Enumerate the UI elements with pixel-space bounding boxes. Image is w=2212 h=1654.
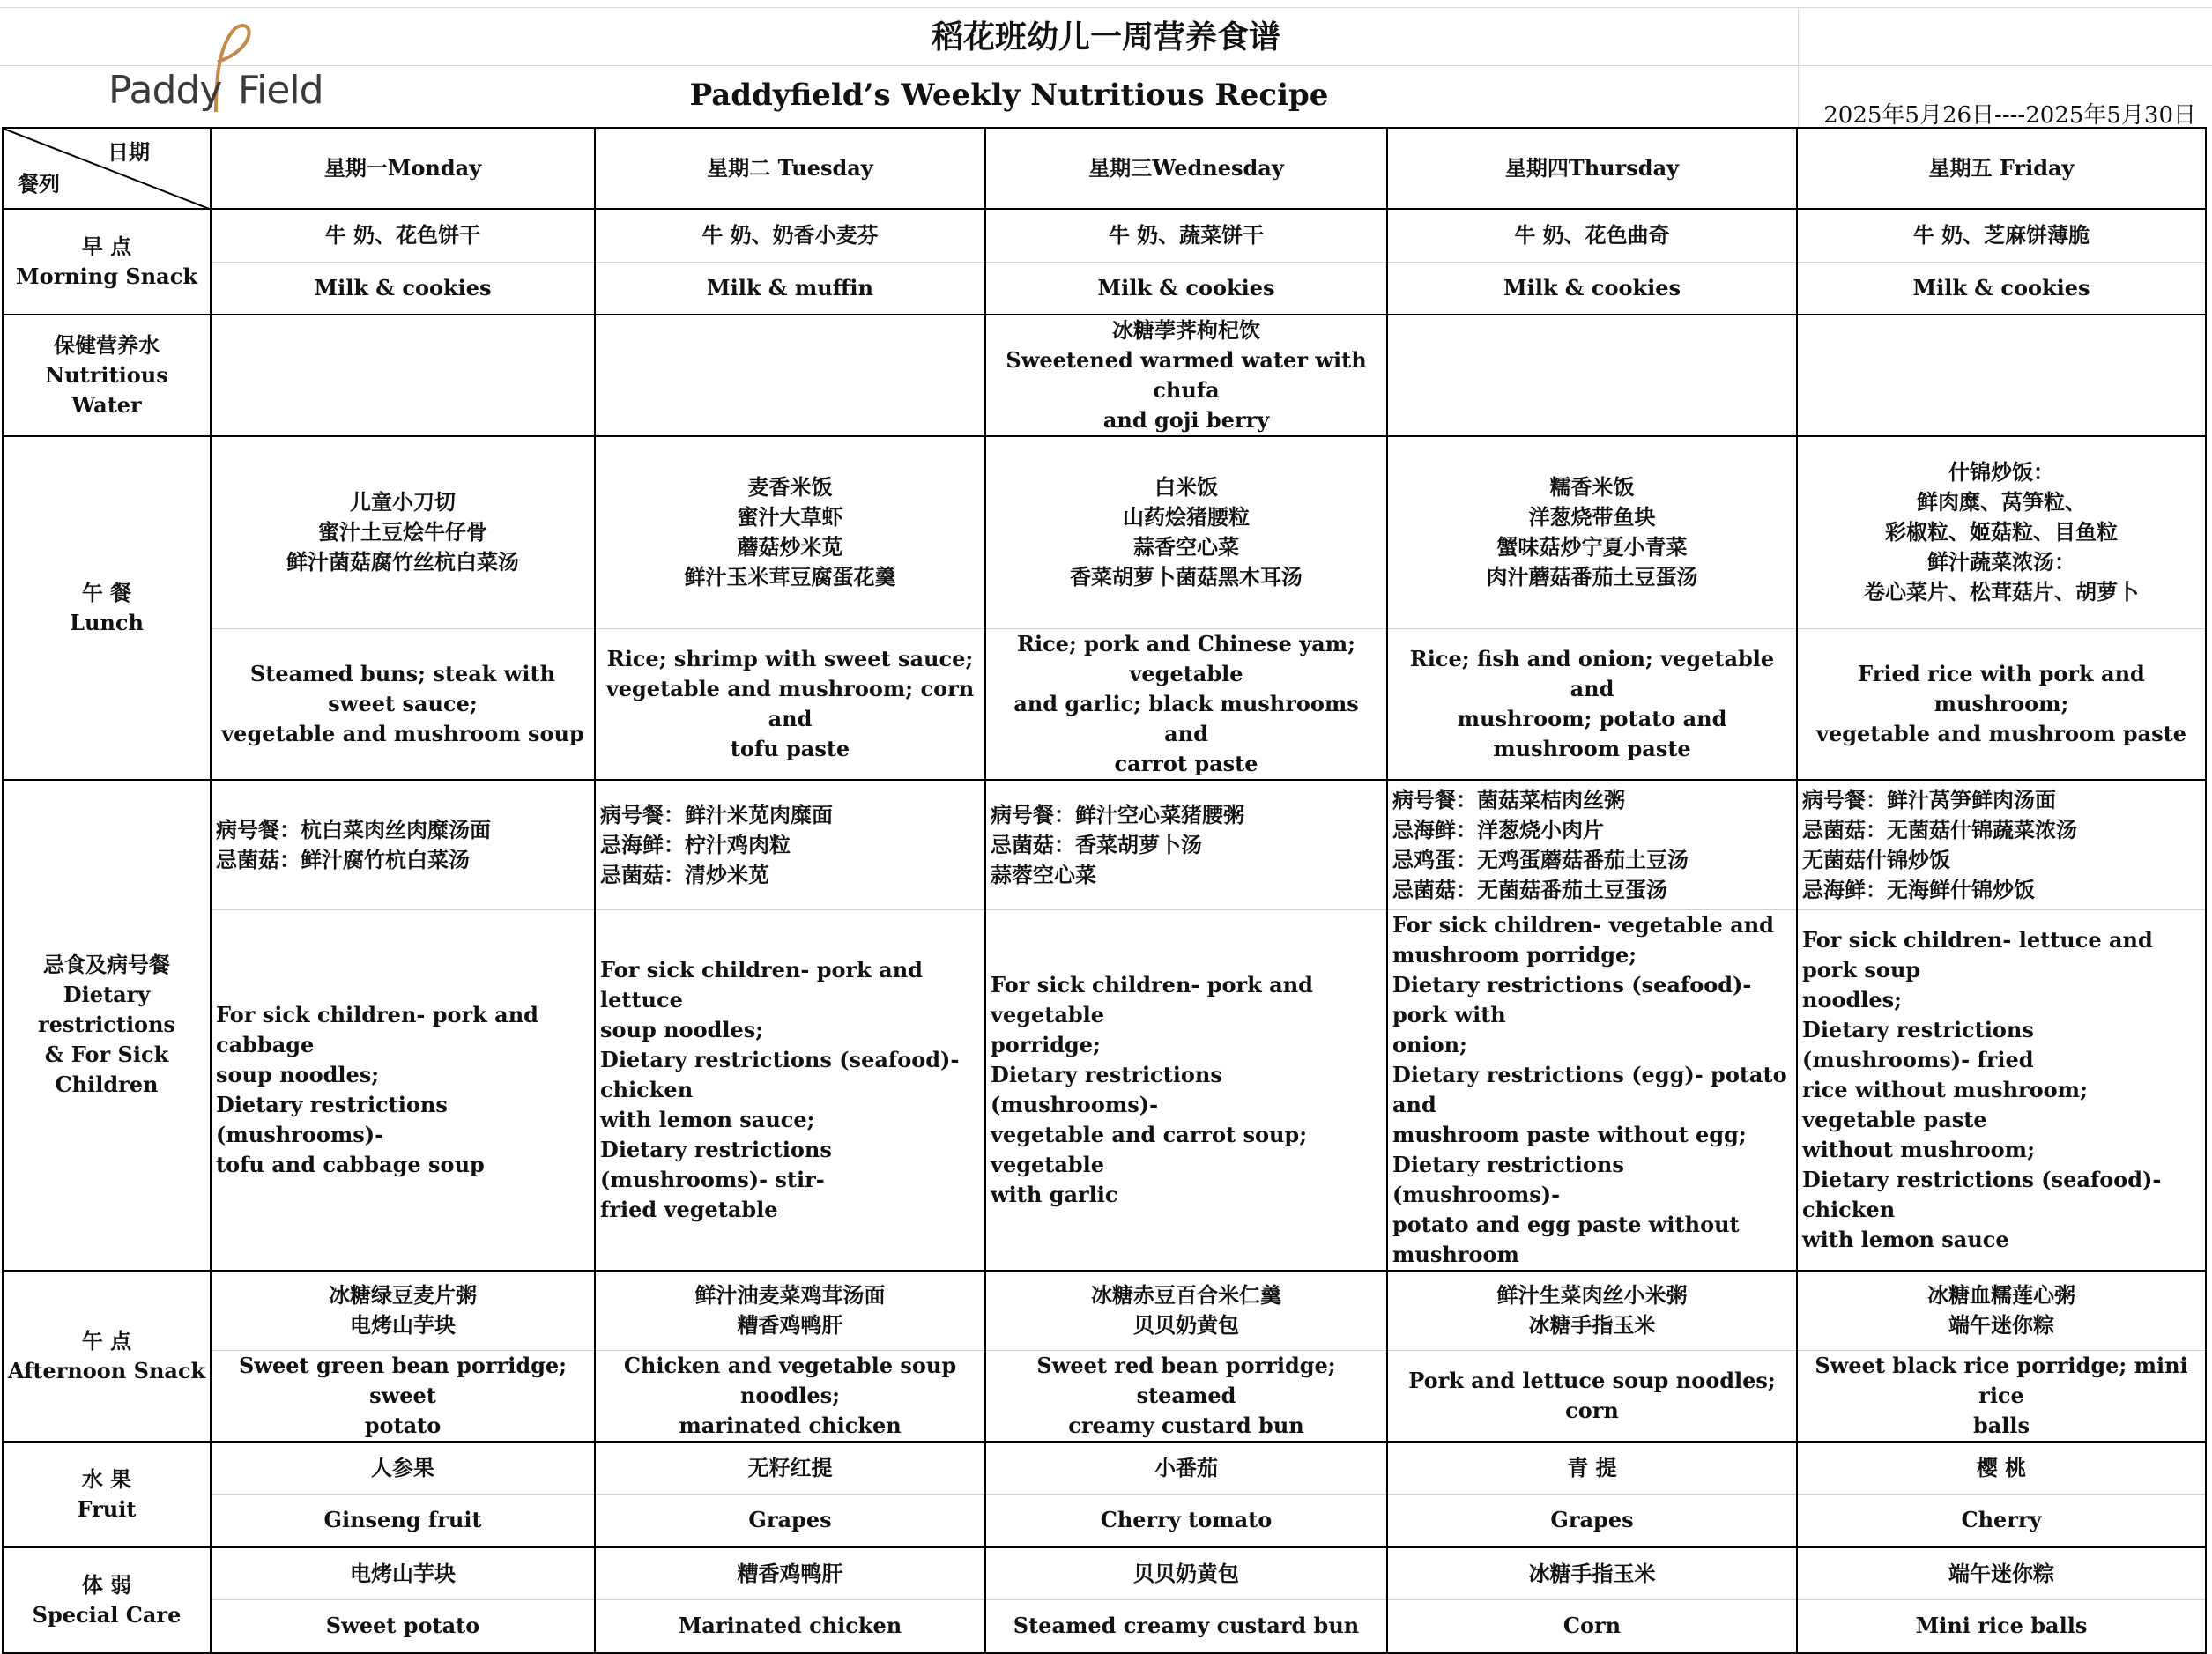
- lunch-en-row: [3, 628, 2206, 780]
- meal-label-special-care: 体 弱 Special Care: [3, 1547, 211, 1653]
- meal-label-morning-snack: 早 点 Morning Snack: [3, 209, 211, 315]
- corner-cell: [3, 128, 211, 209]
- menu-cell-en: For sick children- lettuce and pork soup noodles; Dietary restrictions (mushrooms)- fried rice without mushroom; vegetable paste without mushroom; Dietary restrictions (seafood)- chicken with lemon sauce: [1797, 910, 2206, 1272]
- menu-cell-en: For sick children- vegetable and mushroom porridge; Dietary restrictions (seafood)- pork with onion; Dietary restrictions (egg)- potato and mushroom paste without egg; Dietary restrictions (mushrooms)- potato and egg paste without mushroom: [1387, 910, 1797, 1272]
- menu-cell-cn: 白米饭 山药烩猪腰粒 蒜香空心菜 香菜胡萝卜菌菇黑木耳汤: [985, 436, 1387, 628]
- menu-cell: 冰糖荸荠枸杞饮 Sweetened warmed water with chufa and goji berry: [985, 315, 1387, 436]
- afternoon-snack-row: [3, 1271, 2206, 1350]
- menu-cell-en: Milk & cookies: [1387, 262, 1797, 315]
- menu-cell-en: Steamed creamy custard bun: [985, 1600, 1387, 1653]
- menu-cell-en: Corn: [1387, 1600, 1797, 1653]
- weekly-menu-table: [2, 127, 2207, 1654]
- menu-cell-en: Sweet potato: [211, 1600, 595, 1653]
- menu-cell: [1797, 315, 2206, 436]
- menu-cell-cn: 冰糖血糯莲心粥 端午迷你粽: [1797, 1271, 2206, 1350]
- title-english: Paddyfield’s Weekly Nutritious Recipe: [689, 78, 1329, 113]
- menu-cell-en: Milk & muffin: [595, 262, 985, 315]
- header-rule-top: [0, 7, 2212, 8]
- menu-cell-cn: 牛 奶、花色饼干: [211, 209, 595, 262]
- day-header: 星期二 Tuesday: [595, 128, 985, 209]
- menu-cell-en: Chicken and vegetable soup noodles; marinated chicken: [595, 1350, 985, 1442]
- menu-cell-cn: 冰糖绿豆麦片粥 电烤山芋块: [211, 1271, 595, 1350]
- menu-cell-cn: 电烤山芋块: [211, 1547, 595, 1600]
- menu-cell-cn: 病号餐：鲜汁莴笋鲜肉汤面 忌菌菇：无菌菇什锦蔬菜浓汤 无菌菇什锦炒饭 忌海鲜：无海鲜什锦炒饭: [1797, 780, 2206, 910]
- menu-cell-cn: 糟香鸡鸭肝: [595, 1547, 985, 1600]
- meal-label-lunch: 午 餐 Lunch: [3, 436, 211, 780]
- menu-cell-en: Pork and lettuce soup noodles; corn: [1387, 1350, 1797, 1442]
- menu-cell-en: Cherry: [1797, 1495, 2206, 1547]
- menu-cell-cn: 端午迷你粽: [1797, 1547, 2206, 1600]
- fruit-row: [3, 1442, 2206, 1495]
- menu-cell-en: Milk & cookies: [211, 262, 595, 315]
- meal-label-afternoon-snack: 午 点 Afternoon Snack: [3, 1271, 211, 1442]
- menu-cell-en: Milk & cookies: [1797, 262, 2206, 315]
- menu-cell-en: Rice; pork and Chinese yam; vegetable and garlic; black mushrooms and carrot paste: [985, 628, 1387, 780]
- menu-cell-en: Rice; shrimp with sweet sauce; vegetable and mushroom; corn and tofu paste: [595, 628, 985, 780]
- menu-cell-en: Grapes: [595, 1495, 985, 1547]
- menu-cell-cn: 冰糖赤豆百合米仁羹 贝贝奶黄包: [985, 1271, 1387, 1350]
- menu-cell-cn: 病号餐：菌菇菜桔肉丝粥 忌海鲜：洋葱烧小肉片 忌鸡蛋：无鸡蛋蘑菇番茄土豆汤 忌菌菇：无菌菇番茄土豆蛋汤: [1387, 780, 1797, 910]
- menu-cell-en: Marinated chicken: [595, 1600, 985, 1653]
- dietary-row: [3, 780, 2206, 910]
- menu-cell-cn: 小番茄: [985, 1442, 1387, 1495]
- menu-cell-en: Rice; fish and onion; vegetable and mushroom; potato and mushroom paste: [1387, 628, 1797, 780]
- menu-cell-cn: 牛 奶、芝麻饼薄脆: [1797, 209, 2206, 262]
- meal-label-dietary: 忌食及病号餐 Dietary restrictions & For Sick Children: [3, 780, 211, 1272]
- menu-cell-en: Sweet green bean porridge; sweet potato: [211, 1350, 595, 1442]
- menu-cell-en: Cherry tomato: [985, 1495, 1387, 1547]
- menu-cell-cn: 青 提: [1387, 1442, 1797, 1495]
- logo-text-paddy: Paddy: [108, 68, 222, 113]
- menu-cell-cn: 人参果: [211, 1442, 595, 1495]
- meal-label-fruit: 水 果 Fruit: [3, 1442, 211, 1547]
- menu-cell-cn: 病号餐：鲜汁空心菜猪腰粥 忌菌菇：香菜胡萝卜汤 蒜蓉空心菜: [985, 780, 1387, 910]
- corner-label-meal: 餐列: [18, 171, 60, 197]
- menu-cell-cn: 鲜汁生菜肉丝小米粥 冰糖手指玉米: [1387, 1271, 1797, 1350]
- menu-cell-cn: 病号餐：鲜汁米苋肉糜面 忌海鲜：柠汁鸡肉粒 忌菌菇：清炒米苋: [595, 780, 985, 910]
- special-care-en-row: [3, 1600, 2206, 1653]
- menu-cell: [211, 315, 595, 436]
- date-range: 2025年5月26日----2025年5月30日: [1823, 102, 2196, 129]
- menu-cell-cn: 牛 奶、花色曲奇: [1387, 209, 1797, 262]
- menu-cell-cn: 牛 奶、奶香小麦芬: [595, 209, 985, 262]
- meal-label-nutritious-water: 保健营养水 Nutritious Water: [3, 315, 211, 436]
- menu-cell-cn: 牛 奶、蔬菜饼干: [985, 209, 1387, 262]
- menu-cell-en: Sweet black rice porridge; mini rice balls: [1797, 1350, 2206, 1442]
- day-header: 星期一Monday: [211, 128, 595, 209]
- menu-cell-en: For sick children- pork and lettuce soup noodles; Dietary restrictions (seafood)- chicken with lemon sauce; Dietary restrictions (mushrooms)- stir- fried vegetable: [595, 910, 985, 1272]
- menu-cell-en: Sweet red bean porridge; steamed creamy custard bun: [985, 1350, 1387, 1442]
- dietary-en-row: [3, 910, 2206, 1272]
- menu-cell-en: Ginseng fruit: [211, 1495, 595, 1547]
- menu-cell-cn: 无籽红提: [595, 1442, 985, 1495]
- menu-cell-en: Milk & cookies: [985, 262, 1387, 315]
- menu-cell-cn: 麦香米饭 蜜汁大草虾 蘑菇炒米苋 鲜汁玉米茸豆腐蛋花羹: [595, 436, 985, 628]
- morning-snack-row: [3, 209, 2206, 262]
- morning-snack-en-row: [3, 262, 2206, 315]
- lunch-row: [3, 436, 2206, 628]
- menu-cell-cn: 糯香米饭 洋葱烧带鱼块 蟹味菇炒宁夏小青菜 肉汁蘑菇番茄土豆蛋汤: [1387, 436, 1797, 628]
- special-care-row: [3, 1547, 2206, 1600]
- days-header-row: [3, 128, 2206, 209]
- nutritious-water-row: [3, 315, 2206, 436]
- menu-cell-cn: 什锦炒饭： 鲜肉糜、莴笋粒、 彩椒粒、姬菇粒、目鱼粒 鲜汁蔬菜浓汤： 卷心菜片、松茸菇片、胡萝卜: [1797, 436, 2206, 628]
- menu-cell-cn: 贝贝奶黄包: [985, 1547, 1387, 1600]
- menu-cell-en: Grapes: [1387, 1495, 1797, 1547]
- fruit-en-row: [3, 1495, 2206, 1547]
- day-header: 星期五 Friday: [1797, 128, 2206, 209]
- title-chinese: 稻花班幼儿一周营养食谱: [931, 19, 1280, 56]
- day-header: 星期四Thursday: [1387, 128, 1797, 209]
- menu-cell-cn: 鲜汁油麦菜鸡茸汤面 糟香鸡鸭肝: [595, 1271, 985, 1350]
- menu-cell-cn: 冰糖手指玉米: [1387, 1547, 1797, 1600]
- afternoon-snack-en-row: [3, 1350, 2206, 1442]
- menu-cell-en: Fried rice with pork and mushroom; vegetable and mushroom paste: [1797, 628, 2206, 780]
- menu-cell-cn: 病号餐：杭白菜肉丝肉糜汤面 忌菌菇：鲜汁腐竹杭白菜汤: [211, 780, 595, 910]
- corner-label-date: 日期: [108, 139, 150, 165]
- day-header: 星期三Wednesday: [985, 128, 1387, 209]
- menu-cell-en: Steamed buns; steak with sweet sauce; vegetable and mushroom soup: [211, 628, 595, 780]
- menu-cell-cn: 樱 桃: [1797, 1442, 2206, 1495]
- logo-text-field: Field: [238, 68, 323, 113]
- menu-cell-en: For sick children- pork and cabbage soup noodles; Dietary restrictions (mushrooms)- tofu and cabbage soup: [211, 910, 595, 1272]
- menu-cell-en: For sick children- pork and vegetable porridge; Dietary restrictions (mushrooms)- vegetable and carrot soup; vegetable with garlic: [985, 910, 1387, 1272]
- menu-cell: [1387, 315, 1797, 436]
- menu-cell-cn: 儿童小刀切 蜜汁土豆烩牛仔骨 鲜汁菌菇腐竹丝杭白菜汤: [211, 436, 595, 628]
- menu-cell-en: Mini rice balls: [1797, 1600, 2206, 1653]
- menu-cell: [595, 315, 985, 436]
